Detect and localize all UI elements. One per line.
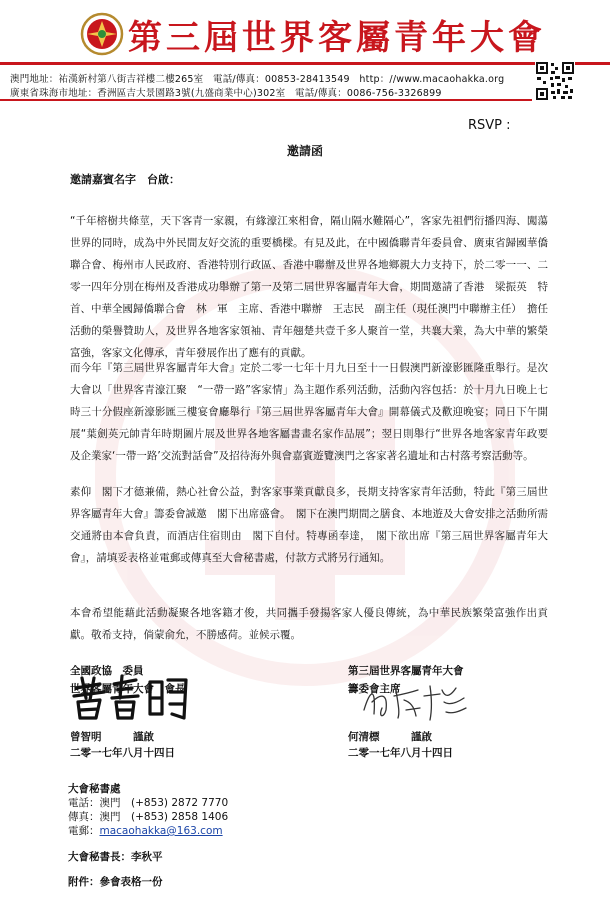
header-rule-bottom: [0, 99, 532, 101]
congress-logo: [80, 12, 124, 56]
signature-left-image: [70, 674, 190, 722]
signatory-right-name: [348, 729, 453, 761]
document-title: 邀請函: [286, 144, 323, 158]
paragraph-invitation: 素仰 閣下才德兼備，熱心社會公益，對客家事業貢獻良多，長期支持客家青年活動，特此『第三屆世界客屬青年大會』籌委會誠邀 閣下出席盛會。 閣下在澳門期間之膳食、本地遊及大會安排之活動所需交通將由本會負責，而酒店住宿則由 閣下自付。特專函奉達， 閣下欲出席『第三屆世界客屬青年大會』，請填妥表格並電郵或傳真至大會秘書處，付款方式將另行通知。: [70, 486, 548, 564]
guangdong-address: 廣東省珠海市地址：香洲區吉大景園路3號(九盛商業中心)302室 電話/傳真：0086-756-3326899: [10, 88, 442, 99]
paragraph-event-details: 而今年『第三屆世界客屬青年大會』定於二零一七年十月九日至十一日假澳門新濠影匯隆重舉行。是次大會以「世界客青濠江聚 “一帶一路”客家情」為主題作系列活動，活動內容包括：於十月九日晚上七時三十分假座新濠影匯三樓宴會廳舉行『第三屆世界客屬青年大會』開幕儀式及歡迎晚宴；同日下午開展“葉劍英元帥青年時期圖片展及世界各地客屬書畫名家作品展”；翌日則舉行“世界各地客家青年政要及企業家‘一帶一路’交流對話會”及招待海外與會嘉賓遊覽澳門之客家著名遺址和古村落考察活動等。: [70, 362, 548, 462]
signatory-right-name-text: 何清標 謹啟: [348, 731, 432, 743]
email-link[interactable]: macaohakka@163.com: [99, 825, 223, 837]
paragraph-closing: 本會希望能藉此活動凝聚各地客籍才俊，共同攜手發揚客家人優良傳統，為中華民族繁榮富強作出貢獻。敬希支持，倘蒙俞允，不勝感荷。並候示覆。: [70, 607, 548, 641]
signatory-left-title-2: 世界客屬青年大會 會長: [70, 683, 186, 695]
secretariat-phone: 電話：澳門 (+853) 2872 7770: [68, 797, 229, 809]
signatory-left-name: [70, 729, 175, 761]
attachment-note: 附件：參會表格一份: [68, 876, 163, 888]
macau-address: 澳門地址：祐漢新村第八街吉祥樓二樓265室 電話/傳真：00853-28413549 http：//www.macaohakka.org: [10, 74, 505, 85]
rsvp-label: RSVP :: [468, 118, 511, 133]
secretariat-email-row: [68, 824, 228, 838]
email-label: 電郵：: [68, 825, 100, 837]
signatory-right-title-1: 第三屆世界客屬青年大會: [348, 665, 464, 677]
secretariat-contact: [68, 782, 228, 838]
letterhead: [0, 0, 610, 100]
secretariat-fax: 傳真：澳門 (+853) 2858 1406: [68, 811, 229, 823]
signatory-left-title-1: 全國政協 委員: [70, 665, 144, 677]
signatory-right-date: 二零一七年八月十四日: [348, 747, 453, 759]
paragraph-history: “千年榕樹共條莖，天下客青一家親，有緣濠江來相會，隔山隔水難隔心”，客家先祖們衍播四海、闖蕩世界的同時，成為中外民間友好交流的重要橋樑。有見及此，在中國僑聯青年委員會、廣東省歸國華僑聯合會、梅州市人民政府、香港特別行政區、香港中聯辦及世界各地鄉親大力支持下，於二零一一、二零一四年分別在梅州及香港成功舉辦了第一及第二屆世界客屬青年大會，期間邀請了香港 梁振英 特首、中華全國歸僑聯合會 林 軍 主席、香港中聯辦 王志民 副主任（現任澳門中聯辦主任） 擔任活動的榮譽贊助人，及世界各地客家領袖、青年翹楚共壹千多人聚首一堂，共襄大業，為大中華的繁榮富強，客家文化傳承，青年發展作出了應有的貢獻。: [70, 215, 548, 359]
header-rule-top: [0, 62, 610, 65]
signatory-right-title-2: 籌委會主席: [348, 683, 401, 695]
secretariat-heading: 大會秘書處: [68, 783, 121, 795]
qr-code-icon: [535, 61, 575, 101]
signatory-left-date: 二零一七年八月十四日: [70, 747, 175, 759]
letterhead-title: 第三屆世界客屬青年大會: [128, 18, 546, 58]
signature-right-image: [360, 680, 470, 722]
signatory-left-name-text: 曾智明 謹啟: [70, 731, 154, 743]
greeting-line: 邀請嘉賓名字 台啟：: [70, 173, 180, 186]
secretary-general: 大會秘書長：李秋平: [68, 851, 163, 863]
